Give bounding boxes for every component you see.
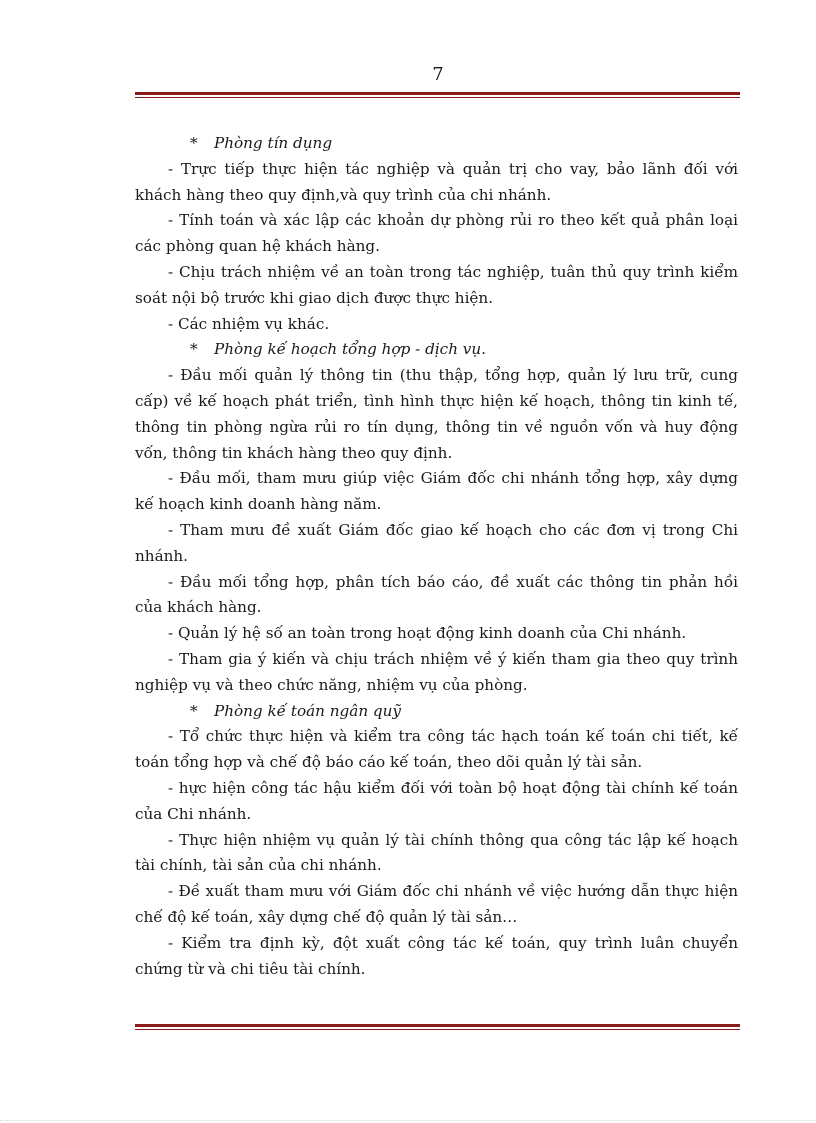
paragraph: - Trực tiếp thực hiện tác nghiệp và quản trị cho vay, bảo lãnh đối với khách hàng theo quy định,và quy trình của chi nhánh. bbox=[135, 159, 738, 204]
section-title: Phòng tín dụng bbox=[214, 134, 333, 152]
paragraph: - hực hiện công tác hậu kiểm đối với toàn bộ hoạt động tài chính kế toán của Chi nhánh. bbox=[135, 778, 738, 823]
paragraph: - Tổ chức thực hiện và kiểm tra công tác hạch toán kế toán chi tiết, kế toán tổng hợp và chế độ báo cáo kế toán, theo dõi quản lý tài sản. bbox=[135, 727, 738, 772]
section-heading-planning bbox=[135, 337, 738, 363]
section-heading-accounting bbox=[135, 699, 738, 725]
paragraph: - Chịu trách nhiệm về an toàn trong tác nghiệp, tuân thủ quy trình kiểm soát nội bộ trước khi giao dịch được thực hiện. bbox=[135, 262, 738, 307]
paragraph: - Quản lý hệ số an toàn trong hoạt động kinh doanh của Chi nhánh. bbox=[168, 624, 687, 643]
section-title: Phòng kế hoạch tổng hợp - dịch vụ. bbox=[214, 340, 486, 359]
section-title: Phòng kế toán ngân quỹ bbox=[214, 701, 402, 720]
paragraph: - Tham mưu đề xuất Giám đốc giao kế hoạch cho các đơn vị trong Chi nhánh. bbox=[135, 520, 738, 565]
bullet-star: * bbox=[190, 701, 198, 720]
document-body bbox=[135, 131, 738, 982]
paragraph: - Tính toán và xác lập các khoản dự phòng rủi ro theo kết quả phân loại các phòng quan hệ khách hàng. bbox=[135, 211, 738, 256]
paragraph: - Đề xuất tham mưu với Giám đốc chi nhánh về việc hướng dẫn thực hiện chế độ kế toán, xây dựng chế độ quản lý tài sản… bbox=[135, 882, 738, 926]
bullet-star: * bbox=[190, 340, 198, 359]
header-rule bbox=[135, 92, 740, 98]
page-number: 7 bbox=[432, 64, 444, 85]
paragraph: - Các nhiệm vụ khác. bbox=[168, 314, 330, 333]
paragraph: - Kiểm tra định kỳ, đột xuất công tác kế toán, quy trình luân chuyển chứng từ và chi tiêu tài chính. bbox=[135, 933, 738, 978]
paragraph: - Thực hiện nhiệm vụ quản lý tài chính thông qua công tác lập kế hoạch tài chính, tài sản của chi nhánh. bbox=[135, 830, 738, 875]
paragraph: - Đầu mối quản lý thông tin (thu thập, tổng hợp, quản lý lưu trữ, cung cấp) về kế hoạch phát triển, tình hình thực hiện kế hoạch, thông tin kinh tế, thông tin phòng ngừa rủi ro tín dụng, thông tin về nguồn vốn và huy động vốn, thông tin khách hàng theo quy định. bbox=[135, 366, 738, 462]
paragraph: - Tham gia ý kiến và chịu trách nhiệm về ý kiến tham gia theo quy trình nghiệp vụ và theo chức năng, nhiệm vụ của phòng. bbox=[135, 649, 738, 694]
paragraph: - Đầu mối tổng hợp, phân tích báo cáo, đề xuất các thông tin phản hồi của khách hàng. bbox=[135, 572, 738, 617]
footer-rule bbox=[135, 1024, 740, 1030]
section-heading-credit bbox=[135, 131, 738, 157]
bullet-star: * bbox=[190, 134, 198, 152]
paragraph: - Đầu mối, tham mưu giúp việc Giám đốc chi nhánh tổng hợp, xây dựng kế hoạch kinh doanh hàng năm. bbox=[135, 469, 738, 514]
page-edge-divider bbox=[0, 1120, 816, 1121]
